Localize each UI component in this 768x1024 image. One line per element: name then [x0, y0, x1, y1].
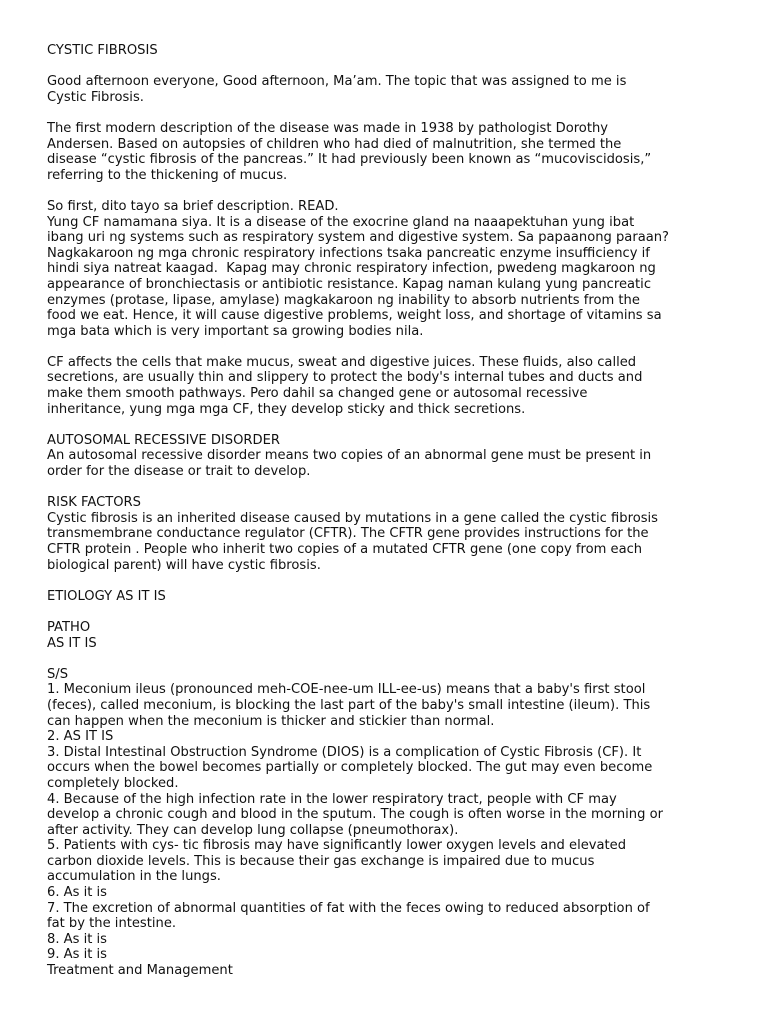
list-item: can happen when the meconium is thicker and stickier than normal. — [47, 713, 495, 729]
text-line: enzymes (protase, lipase, amylase) magkakaroon ng inability to absorb nutrients from the — [47, 292, 640, 308]
etiology-section — [47, 589, 727, 605]
description-paragraph — [47, 199, 727, 339]
text-line: mga bata which is very important sa growing bodies nila. — [47, 323, 424, 339]
list-item: 2. AS IT IS — [47, 729, 114, 745]
text-line: order for the disease or trait to develop. — [47, 464, 311, 480]
text-line: appearance of bronchiectasis or antibiotic resistance. Kapag naman kulang yung pancreatic — [47, 276, 652, 292]
text-line: ibang uri ng systems such as respiratory system and digestive system. Sa papaanong paraan? — [47, 230, 669, 246]
list-item: accumulation in the lungs. — [47, 869, 221, 885]
section-heading: Treatment and Management — [47, 963, 233, 979]
text-line: Andersen. Based on autopsies of children who had died of malnutrition, she termed the — [47, 136, 622, 152]
list-item: carbon dioxide levels. This is because their gas exchange is impaired due to mucus — [47, 853, 595, 869]
text-line: transmembrane conductance regulator (CFTR). The CFTR gene provides instructions for the — [47, 526, 649, 542]
text-line: AS IT IS — [47, 635, 97, 651]
list-item: 7. The excretion of abnormal quantities of fat with the feces owing to reduced absorption of — [47, 900, 650, 916]
list-item: 9. As it is — [47, 947, 107, 963]
signs-symptoms-section — [47, 667, 727, 979]
section-heading: PATHO — [47, 619, 91, 635]
history-paragraph — [47, 121, 727, 183]
autosomal-section — [47, 433, 727, 480]
paragraph-spacer — [47, 573, 727, 589]
list-item: completely blocked. — [47, 775, 179, 791]
text-line: hindi siya natreat kaagad. Kapag may chronic respiratory infection, pwedeng magkaroon ng — [47, 261, 656, 277]
section-heading: ETIOLOGY AS IT IS — [47, 588, 166, 604]
text-line: inheritance, yung mga mga CF, they develop sticky and thick secretions. — [47, 401, 526, 417]
text-line: CFTR protein . People who inherit two copies of a mutated CFTR gene (one copy from each — [47, 542, 643, 557]
text-line: Nagkakaroon ng mga chronic respiratory infections tsaka pancreatic enzyme insufficiency if — [47, 245, 650, 261]
text-line: disease “cystic fibrosis of the pancreas.” It had previously been known as “mucoviscidosis,” — [47, 152, 652, 168]
list-item: occurs when the bowel becomes partially or completely blocked. The gut may even become — [47, 760, 653, 776]
text-line: secretions, are usually thin and slippery to protect the body's internal tubes and ducts and — [47, 370, 643, 386]
text-line: CF affects the cells that make mucus, sweat and digestive juices. These fluids, also called — [47, 354, 637, 370]
section-heading: S/S — [47, 666, 69, 682]
paragraph-spacer — [47, 59, 727, 75]
text-line: Yung CF namamana siya. It is a disease of the exocrine gland na naaapektuhan yung ibat — [47, 214, 635, 230]
list-item: develop a chronic cough and blood in the sputum. The cough is often worse in the morning or — [47, 807, 663, 823]
list-item: (feces), called meconium, is blocking the last part of the baby's small intestine (ileum). This — [47, 697, 651, 713]
document-title: CYSTIC FIBROSIS — [47, 43, 158, 58]
text-line: Cystic fibrosis is an inherited disease caused by mutations in a gene called the cystic fibrosis — [47, 510, 658, 526]
document-body — [47, 43, 727, 979]
text-line: An autosomal recessive disorder means two copies of an abnormal gene must be present in — [47, 448, 652, 464]
text-line: Cystic Fibrosis. — [47, 89, 144, 105]
text-line: The first modern description of the disease was made in 1938 by pathologist Dorothy — [47, 120, 609, 136]
paragraph-spacer — [47, 480, 727, 496]
paragraph-spacer — [47, 417, 727, 433]
section-heading: RISK FACTORS — [47, 495, 141, 511]
cells-paragraph — [47, 355, 727, 417]
list-item: 3. Distal Intestinal Obstruction Syndrome (DIOS) is a complication of Cystic Fibrosis (CF). It — [47, 744, 642, 760]
list-item: 1. Meconium ileus (pronounced meh-COE-nee-um ILL-ee-us) means that a baby's first stool — [47, 682, 646, 698]
paragraph-spacer — [47, 105, 727, 121]
patho-section — [47, 620, 727, 651]
list-item: 6. As it is — [47, 885, 107, 901]
text-line: referring to the thickening of mucus. — [47, 167, 288, 183]
list-item: 5. Patients with cys- tic fibrosis may have significantly lower oxygen levels and elevated — [47, 838, 627, 854]
text-line: food we eat. Hence, it will cause digestive problems, weight loss, and shortage of vitamins sa — [47, 308, 662, 324]
section-heading: AUTOSOMAL RECESSIVE DISORDER — [47, 432, 280, 448]
text-line: Good afternoon everyone, Good afternoon, Ma’am. The topic that was assigned to me is — [47, 74, 627, 90]
list-item: 8. As it is — [47, 931, 107, 947]
paragraph-spacer — [47, 651, 727, 667]
paragraph-spacer — [47, 604, 727, 620]
list-item: fat by the intestine. — [47, 916, 177, 932]
list-item: 4. Because of the high infection rate in the lower respiratory tract, people with CF may — [47, 791, 617, 807]
text-line: make them smooth pathways. Pero dahil sa changed gene or autosomal recessive — [47, 386, 588, 402]
text-line: biological parent) will have cystic fibrosis. — [47, 557, 321, 573]
risk-factors-section — [47, 495, 727, 573]
list-item: after activity. They can develop lung collapse (pneumothorax). — [47, 822, 459, 838]
text-line: So first, dito tayo sa brief description. READ. — [47, 198, 339, 214]
paragraph-spacer — [47, 339, 727, 355]
intro-paragraph — [47, 74, 727, 105]
paragraph-spacer — [47, 183, 727, 199]
